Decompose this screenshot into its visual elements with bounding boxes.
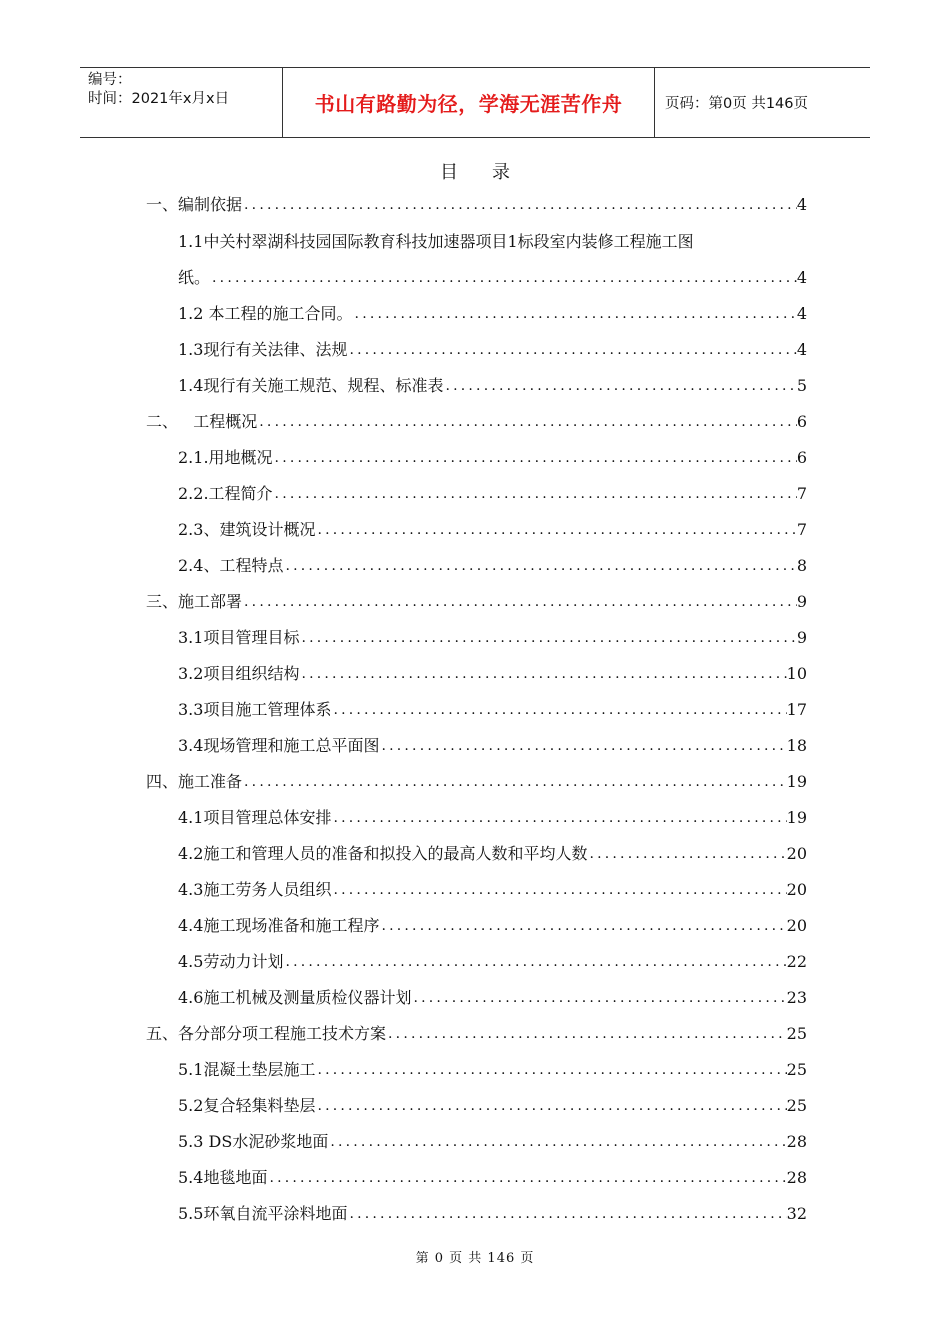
toc-entry-page: 10 [786,664,807,683]
toc-leader [587,843,786,865]
toc-entry-label: 5.4地毯地面 [178,1168,268,1187]
toc-entry[interactable] [178,227,807,253]
toc-entry-label: 1.4现行有关施工规范、规程、标准表 [178,376,444,395]
toc-entry-label: 二、 工程概况 [146,412,258,431]
toc-entry-label: 2.1.用地概况 [178,448,273,467]
toc-entry-page: 6 [796,448,807,467]
toc-leader [283,555,796,577]
toc-entry[interactable] [178,1127,807,1153]
toc-entry[interactable] [178,479,807,505]
toc-entry-label: 5.3 DS水泥砂浆地面 [178,1132,329,1151]
toc-leader [443,375,796,397]
toc-entry-page: 7 [796,484,807,503]
toc-entry-label: 4.2施工和管理人员的准备和拟投入的最高人数和平均人数 [178,844,588,863]
toc-entry-label: 2.4、工程特点 [178,556,284,575]
toc-leader [379,915,786,937]
toc-entry-page: 7 [796,520,807,539]
toc-entry-page: 4 [796,195,807,214]
toc-entry-label: 3.1项目管理目标 [178,628,300,647]
toc-leader [411,987,786,1009]
toc-entry-page: 9 [796,628,807,647]
page-code: 页码：第0页 共146页 [665,96,809,112]
toc-entry-label: 四、施工准备 [146,772,243,791]
toc-leader [315,1059,786,1081]
toc-entry-page: 32 [786,1204,807,1223]
toc-entry[interactable] [178,515,807,541]
toc-entry-label: 4.3施工劳务人员组织 [178,880,332,899]
toc-entry-page: 25 [786,1024,807,1043]
toc-entry[interactable] [178,1055,807,1081]
toc-entry[interactable] [178,659,807,685]
toc-entry[interactable] [178,695,807,721]
toc-leader [331,879,786,901]
toc-entry[interactable] [146,190,807,216]
toc-leader [386,1023,787,1045]
time-label: 时间：2021年x月x日 [88,91,230,107]
toc-entry-page: 5 [796,376,807,395]
toc-leader [267,1167,786,1189]
toc-entry-page: 20 [786,880,807,899]
toc-leader [273,447,797,469]
toc-title: 目录 [440,162,544,183]
toc-leader [353,303,797,325]
toc-entry-page: 4 [796,340,807,359]
toc-leader [299,627,796,649]
toc-leader [331,699,786,721]
toc-entry-label: 3.3项目施工管理体系 [178,700,332,719]
toc-entry-label: 4.6施工机械及测量质检仪器计划 [178,988,412,1007]
toc-leader [347,1203,786,1225]
toc-entry-page: 19 [786,772,807,791]
toc-entry[interactable] [178,1199,807,1225]
toc-entry[interactable] [178,1091,807,1117]
toc-entry-label: 1.3现行有关法律、法规 [178,340,348,359]
toc-entry[interactable] [178,443,807,469]
toc-entry-page: 28 [786,1132,807,1151]
toc-entry[interactable] [146,587,807,613]
toc-entry[interactable] [178,803,807,829]
toc-leader [242,194,797,216]
toc-leader [331,807,786,829]
toc-entry[interactable] [178,623,807,649]
toc-entry-page: 9 [796,592,807,611]
toc-entry-label: 4.1项目管理总体安排 [178,808,332,827]
toc-entry-label: 纸。 [178,268,211,287]
toc-entry-page: 4 [796,304,807,323]
toc-entry-page: 28 [786,1168,807,1187]
toc-entry-label: 1.1中关村翠湖科技园国际教育科技加速器项目1标段室内装修工程施工图 [178,232,694,251]
toc-entry[interactable] [178,983,807,1009]
toc-leader [257,411,797,433]
toc-entry-page: 20 [786,916,807,935]
toc-entry-page: 25 [786,1096,807,1115]
toc-entry-page: 8 [796,556,807,575]
toc-entry[interactable] [178,839,807,865]
toc-leader [299,663,786,685]
toc-entry[interactable] [146,767,807,793]
toc-entry-page: 20 [786,844,807,863]
toc-entry-label: 一、编制依据 [146,195,243,214]
toc-entry-label: 1.2 本工程的施工合同。 [178,304,353,323]
header-left-cell [80,68,282,137]
toc-entry-label: 5.5环氧自流平涂料地面 [178,1204,348,1223]
toc-entry-label: 2.3、建筑设计概况 [178,520,316,539]
toc-entry-page: 22 [786,952,807,971]
toc-leader [315,1095,786,1117]
toc-entry-label: 5.1混凝土垫层施工 [178,1060,316,1079]
toc-leader [347,339,796,361]
toc-entry-label: 4.5劳动力计划 [178,952,284,971]
toc-leader [242,771,787,793]
toc-entry[interactable] [178,263,807,289]
header-motto-cell [282,68,655,137]
toc-entry[interactable] [178,947,807,973]
toc-leader [210,267,797,289]
toc-entry-label: 3.2项目组织结构 [178,664,300,683]
toc-leader [242,591,797,613]
toc-entry-page: 19 [786,808,807,827]
toc-entry[interactable] [178,1163,807,1189]
toc-entry[interactable] [178,911,807,937]
number-label: 编号： [88,72,132,88]
toc-entry-page: 25 [786,1060,807,1079]
toc-entry[interactable] [146,1019,807,1045]
toc-entry[interactable] [178,371,807,397]
toc-entry-label: 5.2复合轻集料垫层 [178,1096,316,1115]
toc-entry[interactable] [146,407,807,433]
toc-entry-page: 4 [796,268,807,287]
toc-leader [273,483,797,505]
toc-entry-label: 4.4施工现场准备和施工程序 [178,916,380,935]
toc-entry-page: 6 [796,412,807,431]
toc-entry-label: 三、施工部署 [146,592,243,611]
toc-entry[interactable] [178,875,807,901]
header-table [80,67,870,138]
header-page-cell [655,68,870,137]
toc-entry[interactable] [178,335,807,361]
toc-leader [379,735,786,757]
toc-entry-label: 五、各分部分项工程施工技术方案 [146,1024,387,1043]
toc-leader [328,1131,786,1153]
toc-entry-label: 2.2.工程简介 [178,484,273,503]
toc-entry-label: 3.4现场管理和施工总平面图 [178,736,380,755]
toc-leader [283,951,786,973]
toc-entry[interactable] [178,299,807,325]
toc-entry[interactable] [178,551,807,577]
toc-entry-page: 17 [786,700,807,719]
toc-leader [315,519,796,541]
toc-entry-page: 23 [786,988,807,1007]
motto-text: 书山有路勤为径，学海无涯苦作舟 [314,92,623,116]
toc-entry[interactable] [178,731,807,757]
toc-entry-page: 18 [786,736,807,755]
page-footer: 第 0 页 共 146 页 [415,1251,535,1266]
